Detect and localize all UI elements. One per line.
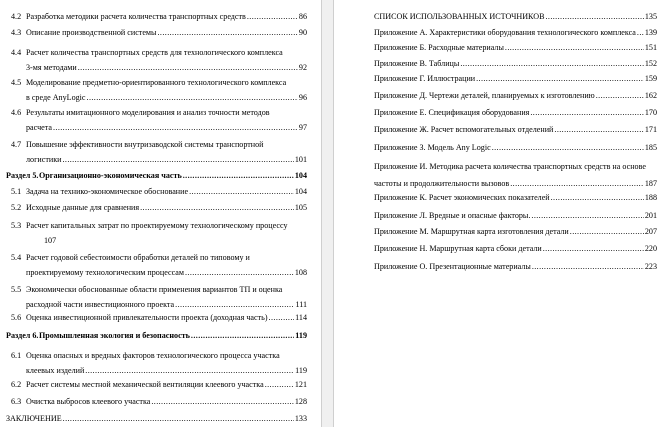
toc-page-number: 151 (644, 43, 657, 52)
toc-entry-number: 5.1 (11, 187, 22, 196)
toc-leader-dots (87, 92, 298, 104)
toc-entry-title: Описание производственной системы (26, 28, 157, 37)
toc-entry-title: Моделирование предметно-ориентированного технологического комплекса (26, 78, 287, 87)
toc-entry-title: частоты и продолжительности вызовов (374, 179, 510, 188)
toc-page-number: 92 (298, 63, 307, 72)
toc-line (6, 413, 307, 425)
toc-entry-title: расчета (26, 123, 52, 132)
toc-leader-dots (530, 107, 643, 119)
toc-page-right (333, 0, 666, 427)
toc-entry[interactable] (6, 11, 307, 26)
toc-entry[interactable] (6, 284, 307, 314)
toc-line (26, 267, 307, 279)
toc-line (26, 92, 307, 104)
toc-leader-dots (151, 396, 294, 408)
toc-entry-number: 4.3 (11, 28, 22, 37)
toc-entry-title: Исходные данные для сравнения (26, 203, 140, 212)
toc-entry-title: Расчет количества транспортных средств для технологического комплекса (26, 48, 283, 57)
toc-leader-dots (531, 210, 643, 222)
toc-entry-number: 5.6 (11, 313, 22, 322)
toc-line (26, 299, 307, 311)
toc-entry[interactable] (6, 107, 307, 137)
toc-entry-title: Приложение З. Модель Any Logic (374, 143, 491, 152)
toc-leader-dots (140, 202, 294, 214)
toc-entry-title-line (26, 47, 307, 59)
toc-entry-number: Раздел 5. (6, 171, 39, 180)
toc-page-number: 107 (44, 236, 57, 245)
toc-leader-dots (505, 42, 644, 54)
toc-leader-dots (570, 226, 644, 238)
toc-line (374, 243, 657, 255)
toc-page-number: 188 (644, 193, 657, 202)
toc-entry-title: Приложение И. Методика расчета количества транспортных средств на основе (374, 162, 646, 171)
toc-page-number: 185 (644, 143, 657, 152)
toc-leader-dots (78, 62, 298, 74)
toc-page-number: 170 (644, 108, 657, 117)
toc-leader-dots (510, 178, 644, 190)
toc-line (374, 192, 657, 204)
toc-entry[interactable] (374, 142, 657, 159)
toc-page-number: 201 (644, 211, 657, 220)
toc-page-number: 159 (644, 74, 657, 83)
toc-line (374, 42, 657, 54)
toc-entry-title: Расчет капитальных затрат по проектируемому технологическому процессу (26, 221, 288, 230)
toc-entry[interactable] (374, 73, 657, 90)
toc-line (374, 58, 657, 70)
toc-line (26, 365, 307, 377)
toc-line (26, 122, 307, 134)
toc-entry-title: СПИСОК ИСПОЛЬЗОВАННЫХ ИСТОЧНИКОВ (374, 12, 545, 21)
toc-line (374, 142, 657, 154)
toc-line (26, 27, 307, 39)
toc-entry-number: 4.4 (11, 48, 22, 57)
toc-leader-dots (191, 330, 294, 342)
toc-leader-dots (247, 11, 298, 23)
toc-entry-number: 6.3 (11, 397, 22, 406)
toc-entry-number: 5.4 (11, 253, 22, 262)
toc-entry-number: 6.2 (11, 380, 22, 389)
toc-entry[interactable] (6, 413, 307, 427)
toc-line (26, 396, 307, 408)
toc-leader-dots (543, 243, 644, 255)
toc-page-number: 133 (294, 414, 307, 423)
toc-page-number: 223 (644, 262, 657, 271)
toc-leader-dots (53, 122, 298, 134)
toc-entry-title: Приложение А. Характеристики оборудования технологического комплекса (374, 28, 636, 37)
toc-entry-title: Приложение В. Таблицы (374, 59, 460, 68)
toc-entry[interactable] (6, 139, 307, 169)
toc-page-number: 104 (294, 171, 307, 180)
toc-leader-dots (85, 365, 294, 377)
toc-line (374, 261, 657, 273)
toc-leader-dots (189, 186, 294, 198)
toc-entry[interactable] (374, 124, 657, 141)
toc-leader-dots (554, 124, 643, 136)
toc-entry[interactable] (6, 170, 307, 185)
toc-entry-title-line (26, 220, 307, 232)
toc-entry[interactable] (374, 90, 657, 107)
toc-entry-title: расходной части инвестиционного проекта (26, 300, 175, 309)
toc-entry[interactable] (6, 186, 307, 201)
toc-entry-title: Очистка выбросов клеевого участка (26, 397, 151, 406)
toc-leader-dots (492, 142, 644, 154)
toc-entry-title: Приложение К. Расчет экономических показателей (374, 193, 550, 202)
toc-line (374, 226, 657, 238)
toc-entry-number: Раздел 6. (6, 331, 39, 340)
toc-leader-dots (265, 379, 294, 391)
toc-page-number: 152 (644, 59, 657, 68)
toc-entry-title: Задача на технико-экономическое обоснование (26, 187, 189, 196)
toc-entry-number: 6.1 (11, 351, 22, 360)
toc-entry[interactable] (374, 161, 657, 195)
toc-entry[interactable] (374, 210, 657, 227)
toc-entry[interactable] (6, 202, 307, 217)
toc-entry-number: 5.5 (11, 285, 22, 294)
toc-leader-dots (269, 312, 295, 324)
toc-entry-title: проектируемому технологическим процессам (26, 268, 184, 277)
toc-line (374, 73, 657, 85)
toc-entry[interactable] (374, 243, 657, 260)
toc-line (374, 27, 657, 39)
toc-entry-title: Приложение О. Презентационные материалы (374, 262, 531, 271)
toc-page-number: 111 (295, 300, 307, 309)
toc-line (26, 11, 307, 23)
toc-leader-dots (637, 27, 644, 39)
toc-leader-dots (596, 90, 644, 102)
toc-entry-number: 4.7 (11, 140, 22, 149)
toc-entry-title: логистики (26, 155, 62, 164)
toc-leader-dots (63, 413, 294, 425)
toc-leader-dots (175, 299, 294, 311)
toc-entry-number: 5.2 (11, 203, 22, 212)
toc-entry[interactable] (374, 42, 657, 59)
toc-leader-dots (158, 27, 298, 39)
toc-leader-dots (476, 73, 644, 85)
toc-entry-title: Результаты имитационного моделирования и анализ точности методов (26, 108, 270, 117)
toc-entry[interactable] (6, 77, 307, 107)
toc-line (374, 124, 657, 136)
toc-entry[interactable] (374, 192, 657, 209)
toc-entry[interactable] (6, 396, 307, 411)
toc-entry[interactable] (6, 312, 307, 327)
toc-leader-dots (183, 170, 294, 182)
toc-line (374, 90, 657, 102)
toc-entry-number: 5.3 (11, 221, 22, 230)
toc-page-number: 90 (298, 28, 307, 37)
toc-entry-title: Приложение М. Маршрутная карта изготовления детали (374, 227, 569, 236)
toc-leader-dots (551, 192, 644, 204)
toc-line (374, 11, 657, 23)
toc-entry[interactable] (374, 226, 657, 243)
toc-entry-title: Экономически обоснованные области применения вариантов ТП и оценка (26, 285, 283, 294)
toc-entry-title: Приложение Б. Расходные материалы (374, 43, 504, 52)
toc-entry-title: Организационно-экономическая часть (39, 171, 182, 180)
toc-page-number: 108 (294, 268, 307, 277)
toc-entry-title: ЗАКЛЮЧЕНИЕ (6, 414, 62, 423)
toc-entry-title: Приложение Е. Спецификация оборудования (374, 108, 530, 117)
toc-entry-number: 4.2 (11, 12, 22, 21)
toc-entry-title-line (26, 350, 307, 362)
toc-entry-title: Приложение Л. Вредные и опасные факторы. (374, 211, 531, 220)
toc-line (26, 379, 307, 391)
toc-entry-title-line (26, 77, 307, 89)
toc-entry-title: Оценка опасных и вредных факторов технологического процесса участка (26, 351, 280, 360)
toc-entry-title-line (26, 139, 307, 151)
toc-line (374, 178, 657, 190)
toc-entry-title: Приложение Н. Маршрутная карта сбоки детали (374, 244, 542, 253)
toc-page-number: 86 (298, 12, 307, 21)
toc-page-number: 187 (644, 179, 657, 188)
toc-entry-title: клеевых изделий (26, 366, 85, 375)
toc-page-number: 119 (295, 331, 307, 340)
toc-entry-title: Приложение Г. Иллюстрации (374, 74, 476, 83)
toc-entry-title: в среде AnyLogic (26, 93, 86, 102)
toc-entry-title-line (26, 252, 307, 264)
toc-entry[interactable] (6, 47, 307, 77)
toc-leader-dots (62, 154, 293, 166)
toc-entry[interactable] (374, 11, 657, 28)
toc-entry-title-line (26, 284, 307, 296)
toc-line (26, 186, 307, 198)
toc-page-number: 139 (644, 28, 657, 37)
toc-entry-title-line (374, 161, 646, 173)
toc-line (374, 107, 657, 119)
toc-page-number: 105 (294, 203, 307, 212)
toc-leader-dots (460, 58, 644, 70)
toc-entry[interactable] (6, 220, 307, 250)
toc-page-number: 114 (295, 313, 307, 322)
toc-entry-title: Расчет системы местной механической вентиляции клеевого участка (26, 380, 264, 389)
toc-page-number: 101 (294, 155, 307, 164)
toc-line (39, 330, 307, 342)
toc-page-left (0, 0, 322, 427)
toc-entry-title: Повышение эффективности внутризаводской системы транспортной (26, 140, 264, 149)
toc-entry-title: Приложение Д. Чертежи деталей, планируемых к изготовлению (374, 91, 595, 100)
toc-line (39, 170, 307, 182)
toc-page-number: 104 (294, 187, 307, 196)
toc-line (26, 312, 307, 324)
toc-page-number: 97 (298, 123, 307, 132)
toc-page-number: 121 (294, 380, 307, 389)
toc-entry[interactable] (6, 379, 307, 394)
toc-entry[interactable] (6, 350, 307, 380)
toc-page-number: 220 (644, 244, 657, 253)
toc-entry-title: 3-мя методами (26, 63, 77, 72)
toc-entry-title: Приложение Ж. Расчет вспомогательных отделений (374, 125, 554, 134)
toc-page-number: 135 (644, 12, 657, 21)
toc-page-number: 128 (294, 397, 307, 406)
toc-page-number: 207 (644, 227, 657, 236)
toc-entry-title-line (26, 107, 307, 119)
toc-leader-dots (185, 267, 294, 279)
toc-line (26, 202, 307, 214)
toc-entry[interactable] (6, 252, 307, 282)
toc-entry[interactable] (374, 107, 657, 124)
toc-line (26, 62, 307, 74)
toc-line (26, 154, 307, 166)
toc-line (374, 210, 657, 222)
toc-entry[interactable] (374, 261, 657, 278)
toc-entry-title: Разработка методики расчета количества транспортных средств (26, 12, 246, 21)
toc-entry-title: Расчет годовой себестоимости обработки деталей по типовому и (26, 253, 250, 262)
toc-page-number: 119 (295, 366, 307, 375)
toc-leader-dots (545, 11, 643, 23)
toc-leader-dots (532, 261, 644, 273)
toc-entry[interactable] (6, 330, 307, 345)
toc-entry-title: Оценка инвестиционной привлекательности проекта (доходная часть) (26, 313, 268, 322)
toc-entry-number: 4.5 (11, 78, 22, 87)
toc-entry[interactable] (6, 27, 307, 42)
toc-entry-title: Промышленная экология и безопасность (39, 331, 190, 340)
toc-page-number: 162 (644, 91, 657, 100)
toc-page-number: 96 (298, 93, 307, 102)
toc-page-number: 171 (644, 125, 657, 134)
toc-entry-number: 4.6 (11, 108, 22, 117)
